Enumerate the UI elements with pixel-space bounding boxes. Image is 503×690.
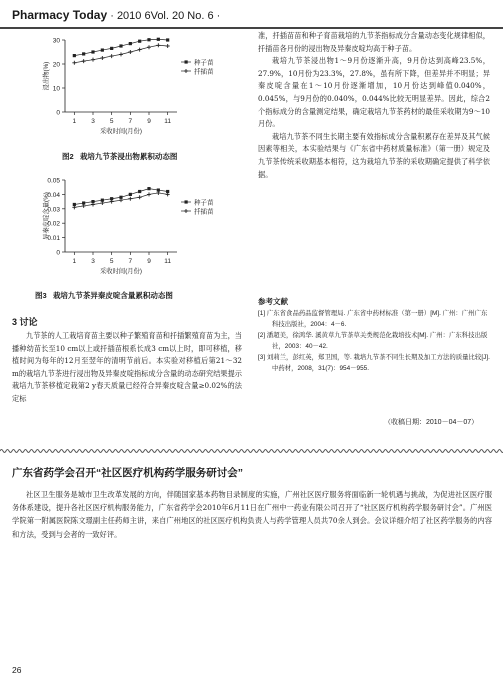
x-tick-label: 5: [109, 118, 114, 125]
x-tick-label: 7: [128, 118, 133, 125]
data-point-2: [147, 45, 151, 49]
legend-label: 扦插苗: [194, 68, 214, 76]
discussion-text: [12, 330, 242, 406]
news-paragraph: 社区卫生服务是城市卫生改革发展的方向，伴随国家基本药物目录制度的实施，广州社区医疗服务将面临新一轮机遇与挑战，为促进社区医疗服务体系建设，提升各社区医疗机构服务能力，广东省药学会2010年6月11日在广州中一药业有限公司召开了“社区医疗机构药学服务研讨会”。广州医学院第一附属医院陈文璟副主任药师主讲，来自广州地区的社区医疗机构负责人与药学管理人员共70余人到会。会议详细介绍了社区药学服务的内容和方法，受到与会者的一致好评。: [12, 490, 492, 539]
data-point-1: [101, 48, 104, 51]
data-point-2: [128, 50, 132, 54]
news-title: 广东省药学会召开“社区医疗机构药学服务研讨会”: [12, 467, 243, 479]
data-point-2: [119, 52, 123, 56]
figure2-label: 图3: [35, 291, 47, 300]
x-tick-label: 3: [91, 258, 95, 265]
x-tick-label: 9: [147, 258, 151, 265]
x-tick-label: 11: [164, 118, 172, 125]
legend-marker: [185, 200, 188, 203]
data-point-2: [128, 197, 132, 201]
data-point-2: [166, 44, 170, 48]
references-list: [258, 308, 490, 374]
figure1-label: 图2: [62, 152, 74, 161]
y-axis-label: 异秦皮啶含量(%): [43, 192, 50, 240]
data-point-1: [73, 54, 76, 57]
data-point-2: [91, 58, 95, 62]
data-point-2: [110, 54, 114, 58]
legend-marker: [184, 69, 188, 73]
data-point-1: [147, 187, 150, 190]
data-point-2: [138, 195, 142, 199]
reference-item: [3] 刘莉兰，彭红英，郑卫国，等. 栽培九节茶不同生长期及加工方法的质量比较[J]. 中药材，2008，31(7)：954－955.: [258, 354, 490, 372]
x-tick-label: 3: [91, 118, 95, 125]
journal-name: Pharmacy Today: [12, 8, 108, 22]
running-header: [12, 8, 220, 22]
y-tick-label: 10: [52, 85, 60, 93]
data-point-2: [138, 48, 142, 52]
y-tick-label: 30: [52, 37, 60, 45]
legend-marker: [184, 209, 188, 213]
reference-item: [2] 潘超美，徐鸿华. 溪黄草九节茶草关类规范化栽培技术[M]. 广州：广东科技出版社，2003：40－42.: [258, 332, 488, 350]
references-title: 参考文献: [258, 297, 288, 306]
figure1-caption: [62, 151, 177, 162]
x-tick-label: 7: [128, 258, 133, 265]
data-point-1: [82, 52, 85, 55]
data-point-1: [138, 40, 141, 43]
legend-label: 种子苗: [194, 199, 214, 207]
news-body: [12, 488, 492, 541]
x-tick-label: 1: [72, 118, 77, 125]
legend-marker: [185, 60, 188, 63]
reference-item: [1] 广东省食品药品监督管理局. 广东省中药材标准（第一册）[M]. 广州：广州广东科技出版社，2004：4－6.: [258, 310, 488, 328]
legend-label: 种子苗: [194, 59, 214, 67]
y-tick-label: 0.01: [47, 235, 60, 243]
wavy-divider: [0, 447, 503, 455]
y-axis-label: 浸出物(%): [43, 61, 50, 91]
leaching-chart: [40, 34, 230, 144]
right-paragraph-1: 准，扦插苗苗和种子育苗栽培的九节茶指标成分含量动态变化规律相似，扦插苗各月份的浸出物及异秦皮啶均高于种子苗。: [258, 31, 490, 53]
header-rule: [0, 27, 503, 29]
data-point-1: [166, 38, 169, 41]
figure1-title: 栽培九节茶浸出物累积动态图: [79, 152, 178, 161]
y-tick-label: 0.02: [47, 220, 60, 228]
data-point-1: [157, 38, 160, 41]
data-point-1: [91, 50, 94, 53]
section-title: 3 讨论: [12, 317, 38, 327]
data-point-1: [119, 44, 122, 47]
data-point-2: [82, 59, 86, 63]
x-axis-label: 采收时间(月份): [100, 268, 142, 275]
x-tick-label: 1: [72, 258, 77, 265]
right-column-text: [258, 30, 490, 181]
right-paragraph-3: 栽培九节茶不同生长期主要有效指标成分含量积累存在差异及其气候因素等相关，本实验结果与《广东省中药材质量标准》（第一册）规定及九节茶传统采收期基本相符，这为栽培九节茶的采收期确定提供了科学依据。: [258, 131, 490, 179]
x-tick-label: 9: [147, 118, 151, 125]
figure2-title: 栽培九节茶异秦皮啶含量累积动态图: [52, 291, 173, 300]
fraxidin-chart: [40, 174, 230, 282]
data-point-1: [129, 193, 132, 196]
y-tick-label: 0: [56, 249, 60, 257]
data-point-1: [138, 190, 141, 193]
discussion-paragraph: 九节茶的人工栽培育苗主要以种子繁殖育苗和扦插繁殖育苗为主，当播种幼苗长至10 cm以上或扦插苗根系长成3 cm以上时，即可移植，移植时间为每年的12月至翌年的清明节前后。本实验对移植后第21～32 m的栽培九节茶进行浸出物及异秦皮啶指标成分含量的动态研究结果提示栽培九节茶移植定栽第2 y春天质量已经符合异秦皮啶含量≥0.02%的法定标: [12, 331, 242, 403]
received-date: （收稿日期：2010－04－07）: [384, 419, 479, 426]
data-point-1: [129, 42, 132, 45]
data-point-2: [100, 56, 104, 60]
y-tick-label: 0: [56, 109, 60, 117]
data-point-2: [156, 43, 160, 47]
page-number: 26: [12, 665, 22, 675]
right-paragraph-2: 栽培九节茶浸出物1～9月份逐渐升高，9月份达到高峰23.5%，27.9%，10月份为23.3%，27.8%，虽有所下降，但差异并不明显；异秦皮啶含量在1～10月份逐渐增加，10月份达到峰值0.040%，0.045%，与9月份的0.040%，0.044%比较无明显差异。因此，综合2个指标成分的含量测定结果，确定栽培九节茶药材的最佳采收期为9～10月份。: [258, 56, 490, 129]
x-axis-label: 采收时间(月份): [100, 128, 142, 135]
data-point-2: [147, 192, 151, 196]
data-point-2: [72, 61, 76, 65]
issue-info: · 2010 6Vol. 20 No. 6 ·: [110, 10, 221, 22]
y-tick-label: 0.03: [47, 206, 60, 214]
data-point-1: [110, 47, 113, 50]
x-tick-label: 11: [164, 258, 172, 265]
figure2-caption: [35, 290, 173, 301]
x-tick-label: 5: [109, 258, 114, 265]
y-tick-label: 0.05: [47, 177, 60, 185]
y-tick-label: 20: [52, 61, 60, 69]
y-tick-label: 0.04: [47, 191, 60, 199]
legend-label: 扦插苗: [194, 208, 214, 216]
data-point-1: [147, 38, 150, 41]
